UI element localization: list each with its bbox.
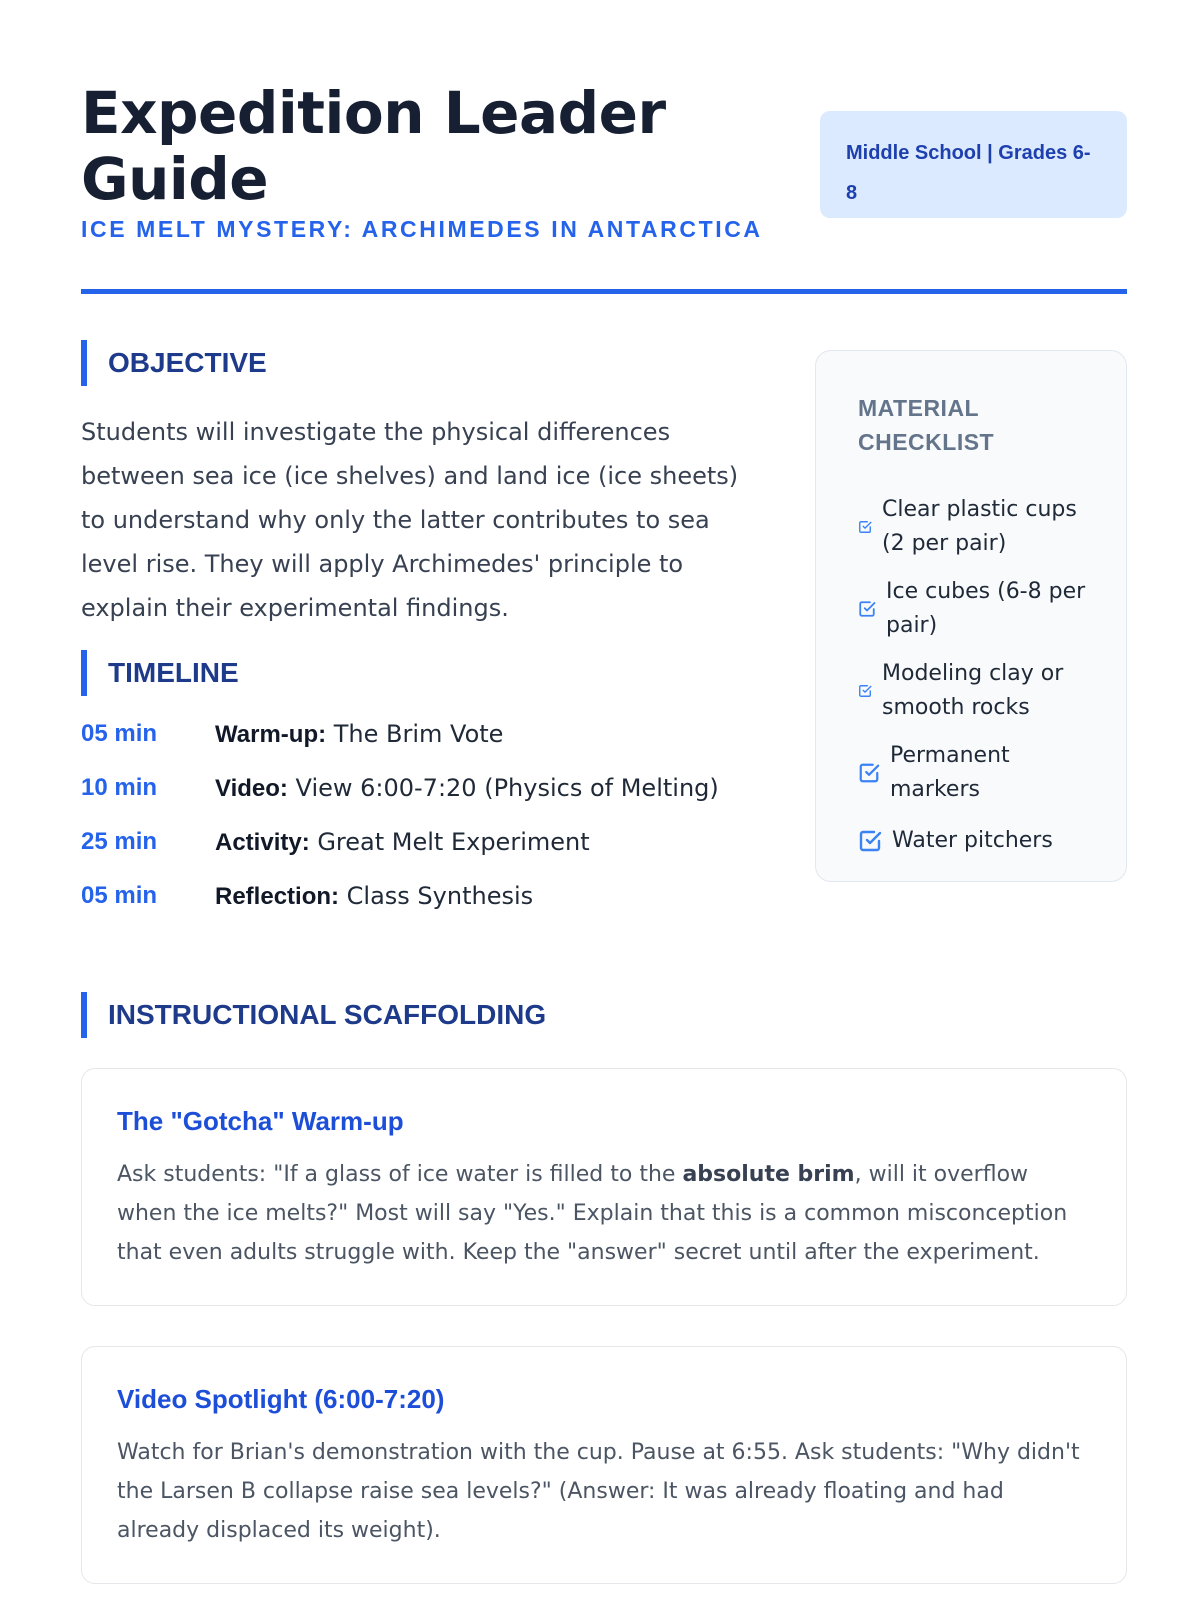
- timeline-label: Reflection:: [215, 883, 340, 910]
- scaffolding-card-warmup: [81, 1068, 1127, 1306]
- checklist-item: [858, 821, 1090, 861]
- checklist-item-label: Permanent markers: [890, 743, 1010, 802]
- card-body-text: Ask students: "If a glass of ice water is filled to the: [117, 1162, 683, 1187]
- timeline-item: [81, 772, 761, 826]
- card-body-text: , will it overflow when the ice melts?" Most will say "Yes." Explain that this is a common misconception that even adults struggle with. Keep the "answer" secret until after the experiment.: [117, 1162, 1068, 1265]
- checklist-item-label: Ice cubes (6-8 per pair): [886, 579, 1086, 638]
- objective-text: Students will investigate the physical differences between sea ice (ice shelves) and land ice (ice sheets) to understand why only the latter contributes to sea level rise. They will apply Archimedes' principle to explain their experimental findings.: [81, 418, 739, 622]
- checkbox-icon: [858, 829, 882, 853]
- scaffolding-card-video: [81, 1346, 1127, 1584]
- timeline-list: [81, 718, 761, 934]
- timeline-detail: The Brim Vote: [333, 720, 504, 748]
- checkbox-icon: [858, 520, 872, 534]
- header-divider: [81, 289, 1127, 294]
- checklist-title: MATERIAL CHECKLIST: [858, 395, 995, 455]
- timeline-duration: 05 min: [81, 720, 158, 747]
- scaffolding-heading: INSTRUCTIONAL SCAFFOLDING: [81, 992, 546, 1038]
- timeline-label: Activity:: [215, 829, 310, 856]
- timeline-description: [215, 826, 590, 859]
- timeline-duration: 25 min: [81, 828, 158, 855]
- checklist-item-label: Clear plastic cups (2 per pair): [882, 497, 1077, 556]
- timeline-label: Warm-up:: [215, 721, 327, 748]
- checkbox-icon: [858, 684, 872, 698]
- timeline-item: [81, 718, 761, 772]
- checklist-item: [858, 657, 1090, 725]
- checkbox-icon: [858, 600, 876, 618]
- card-title: The "Gotcha" Warm-up: [117, 1106, 404, 1136]
- timeline-detail: Great Melt Experiment: [317, 828, 590, 856]
- timeline-description: [215, 880, 533, 913]
- grade-badge: Middle School | Grades 6-8: [820, 111, 1127, 218]
- timeline-duration: 05 min: [81, 882, 158, 909]
- checklist-item-label: Water pitchers: [892, 828, 1053, 853]
- page-subtitle: ICE MELT MYSTERY: ARCHIMEDES IN ANTARCTICA: [81, 216, 763, 242]
- material-checklist-card: [815, 350, 1127, 882]
- checklist-item: [858, 493, 1090, 561]
- timeline-duration: 10 min: [81, 774, 158, 801]
- timeline-item: [81, 880, 761, 934]
- timeline-label: Video:: [215, 775, 288, 802]
- timeline-description: [215, 772, 719, 805]
- page-title: Expedition Leader Guide: [81, 79, 666, 213]
- objective-heading: OBJECTIVE: [81, 340, 267, 386]
- checkbox-icon: [858, 762, 880, 784]
- checklist-item-label: Modeling clay or smooth rocks: [882, 661, 1064, 720]
- card-body-emphasis: absolute brim: [682, 1162, 855, 1187]
- card-title: Video Spotlight (6:00-7:20): [117, 1384, 445, 1414]
- checklist-item: [858, 739, 1090, 807]
- timeline-description: [215, 718, 503, 751]
- card-body: Watch for Brian's demonstration with the cup. Pause at 6:55. Ask students: "Why didn't the Larsen B collapse raise sea levels?" (Answer: It was already floating and had already displaced its weight).: [117, 1440, 1080, 1543]
- checklist-item: [858, 575, 1090, 643]
- timeline-item: [81, 826, 761, 880]
- timeline-detail: Class Synthesis: [346, 882, 534, 910]
- timeline-detail: View 6:00-7:20 (Physics of Melting): [295, 774, 719, 802]
- timeline-heading: TIMELINE: [81, 650, 239, 696]
- card-body: [117, 1155, 1092, 1272]
